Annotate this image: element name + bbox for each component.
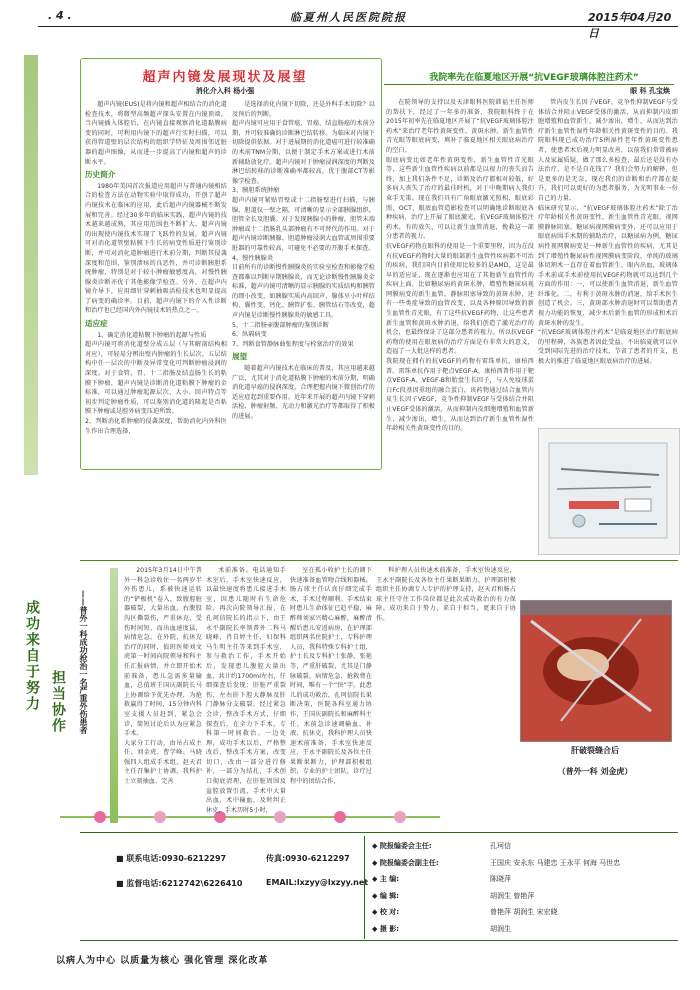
article3-col2-text: 术前准备。电话通知手术室后，手术室快速反应，以最快速度将患儿接进手术室，因患儿随时有生命危险，再次向院领导汇报，在孔珂信院长的指示下，由王永平副院长率领普外二科马晓峰，肖自婷主任，妇保科马生明主任等来到手术室，参与救治工作，手术开始后，发现患儿腹腔大量出血，共计约1700ml左右，仔细探查后发现：肝脏严重裂伤，左右肝下腔大静脉及肝门静脉分支破裂，经过紧急会诊，整改手术方式，仔细探查后，在全力下手术，专科第一时间救治、一边处理，成功手术以后，严格整改后，整改手术方案，改变切口，改由一部分进行修补，一部分为结扎，手术创口彻底清理，在肝脏周围及盆腔放置引流，手术中大量出血，术中输血，及时纠正休克，手术历时5小时，: [206, 567, 286, 814]
article1-title: 超声内镜发展现状及展望: [142, 70, 308, 85]
section-divider: [80, 560, 678, 561]
masthead-row: ◆ 校 对: 曾艳萍 胡润生 宋宏晓: [372, 908, 558, 916]
article1-col1: [85, 100, 227, 465]
article2-col2-text: 管内皮生长因子VEGF，竞争性抑制VEGF与受体结合并阻止VEGF受体的激活，从而抑制内皮细胞增殖和血管新生，减少渗出，增生，从而达到治疗新生血管性湿性年龄相关性黄斑变性的目的。我院眼科现已成功治疗5例湿性老年性黄斑变性患者，使患者术后视力明显改善，以前我们常常被病人及家属质疑，做了那么多检查，最后还是没有办法治疗，是不是自花钱了？我们会努力的解释，但是更多的是无奈，现在我们的诊断和治疗都在提升，我们可以更好的为患者服务，为光明事业一份自己的力量。 临床研究显示，“抗VEGF玻璃体腔注药术”除了治疗年龄相关性黄斑变性、新生血管性青光眼、视网膜静脉阻塞、糖尿病视网膜病变外，还可以应用于眼底病围手术期的辅助治疗，以糖尿病为例，糖尿病性视网膜病变是一种新生血管性的疾病，尤其是到了增殖性糖尿病性视网膜病变阶段，单纯的玻璃体切割术一直存在着血管新生、眼内出血，玻璃体手术前或手术前使用抗VEGF药物就可以达到几个方面的作用：一，可以使新生血管消退，新生血管纤维化。二，有利于黄斑水肿的消退，给手术医生创造了机会。三，黄斑部水肿消退时可以帮助患者视力功能的恢复，减少术后新生血管的形成和术后黄斑水肿的发生。 “抗VEGF玻璃体腔注药术”是临夏地区治疗眼底病的里程碑，各族患者因此受益，不出临夏就可以享受到国际先进的治疗技术，节省了患者的开支，也极大的推进了临夏地区眼底病治疗的进展。: [538, 99, 678, 366]
surgery-photo: [520, 600, 672, 742]
footer-vertical-rule: [364, 836, 365, 939]
article3-col4: [376, 566, 516, 681]
bullet-diamond-icon: ■: [116, 879, 127, 888]
article1-apps: 1、确定消化道粘膜下肿瘤的起源与性质 超声内镜可将消化道壁分成五层（与其解剖结构相对应），可轻易分辨出壁内肿瘤的生长层次，五层结构中任一层次的中断及异常变化可判断肿瘤浸润的深度。对于食管、胃、十二指肠及结直肠生长的粘膜下肿瘤，超声内镜是诊断消化道粘膜下肿瘤的金标准，可以通过肿瘤起源层次、大小、回声特点等初步判定肿瘤性质，可以鉴别消化道的隆起是否粘膜下肿瘤或是腔外病变压迫所致。 2、判断消化系肿瘤的侵袭深度，帮助消化内外科医生作出合理选择，: [85, 331, 227, 435]
masthead-row: ◆ 院报编委会副主任: 王国庆 安永东 马建忠 王永平 何海 马世忠: [372, 858, 621, 867]
article2-title: 我院率先在临夏地区开展“抗VEGF玻璃体腔注药术”: [429, 73, 639, 83]
article2-col2: [538, 98, 678, 418]
article2-byline: 眼 科 孔宝焕: [630, 87, 670, 95]
article1-col2-text: 是选择消化内镜下切除，还是外科手术切除？以及预后的判断。 超声内镜可应用于食管癌、胃癌、结直肠癌的术前分期，并可较准确的诊断淋巴结转移。为临床对内镜下切除提供依据。对于进展期的消化道癌可进行较准确的术前TNM分期，以便于制定手术方案或进行术前新辅助放化疗。超声内镜对于肿瘤浸润深度的判断及淋巴结转移的诊断准确率都较高，优于腹部CT等影像学检查。 3、胰胆系统肿瘤 超声内镜可紧贴胃壁或十二指肠壁进行扫描，与胰腺、胆道仅一壁之隔，可清晰的显示全部胰腺组织、胆管全长及胆囊。对于发现胰腺小的肿瘤，胆管末端肿瘤或十二指肠乳头部肿瘤有不可替代的作用。对于超声内镜诊断胰腺、胆道肿瘤浸润大血管或周围重要脏器的可靠性较高，可避免不必要的开腹手术探查。 4、慢性胰腺炎 目前所有的诊断慢性胰腺炎的实验室检查和影像学检查都难以判断早期胰腺炎，而无论诊断慢性胰腺炎金标准，超声内镜可清晰的显示胰腺的实质结构和胰管的细小改变，如胰腺实质内高回声、腺体呈小叶样结构、囊性变、钙化、胰管扩张、胰管结石等改变，超声内镜是诊断慢性胰腺炎的敏感工具。 5、十二指肠壶腹部肿瘤的鉴别诊断 6、纵隔病变 7、判断食管静脉曲张程度与栓塞治疗的效果: [232, 101, 375, 348]
article1-left-decoration: [24, 55, 38, 475]
article3-subtitle: ——普外一科成功抢治一名严重外伤患者: [79, 590, 88, 734]
bullet-diamond-icon: ■: [116, 854, 127, 863]
masthead-row: ◆ 主 编: 陈晓萍: [372, 875, 511, 883]
photo-caption: 肝破裂缝合后: [571, 746, 619, 755]
photo-byline: （普外一科 刘金虎）: [557, 767, 633, 776]
contact-monitor: ■ 监督电话:6212742\6226410: [116, 879, 243, 888]
history-heading: 历史简介: [85, 170, 116, 180]
article3-title-2: 担当协作: [50, 670, 66, 734]
masthead-row: ◆ 摄 影: 胡润生: [372, 924, 511, 933]
masthead-row: ◆ 编 辑: 胡润生 曾艳萍: [372, 891, 535, 900]
paper-name: 临夏州人民医院院报: [290, 11, 407, 24]
contact-fax: 传真:0930-6212297: [266, 854, 350, 863]
article2-col1-text: 在院领导的支持以及天津眼科医院韩福主任医师的帮扶下，经过了一年多的准备，我院眼科终于在2015年初率先在临夏地区开展了“抗VEGF玻璃体腔注药术”来治疗老年性黄斑变性、黄斑水肿、新生血管性青光眼等眼底病变，填补了临夏地区相关眼底病治疗的空白。 眼底病变比如老年性黄斑变性，新生血管性青光眼等，这些新生血管性疾病以前都是以视力的丧失而告终，加上我们条件不足，诊断及治疗都相对较低，好多病人丧失了治疗的最佳时机，对于中晚期病人我们束手无策。现在我们具有广角眼底激光照相，眼底彩照，OCT，眼底血管造影检查可以明确地诊断眼底各种疾病，治疗上开展了眼底激光，抗VEGF玻璃体腔注药术，有的放矢，可以让新生血管消退，挽救这一部分患者的视力。 抗VEGF药物在眼科的使用是一个重要里程，因为在没有抗VEGF药物时大量的眼部新生血管性疾病都不可治的疾病，我们国内目前使用比较多的是AMD，这是最早的适应证，现在逐渐也应用在了其他新生血管性的疾病上面，比如糖尿病的黄斑水肿，增殖性糖尿病视网膜病变的新生血管，静脉阻塞导致的黄斑水肿，还有一些类症导致的血管改变，以及各种原因导致的新生血管性青光眼，有了这些抗VEGF药物，让这些患者新生血管和黄斑水肿消退，给我们创造了激光治疗的机会，也最终保证了这部分患者的视力。所以抗VEGF药物的使用在眼底病的治疗方面是有非常大的意义，造福了一大批这样的患者。 我院现在拥有的抗VEGF的药物有雷珠单抗，康柏西普。雷珠单抗作用于靶点VEGF-A，康柏西普作用于靶点VEGF-A、VEGF-B和胎盘生长因子，与人免疫球蛋白Fc段基因重组的融合蛋白，该药物通过结合血管内皮生长因子VEGF，竞争性抑制VEGF与受体结合并阻止VEGF受体的激活，从而抑制内皮细胞增殖和血管新生，减少渗出，增生，从而达到治疗新生血管性湿性年龄相关性黄斑变性的目的。: [386, 99, 534, 433]
article2-title-rule: [384, 84, 674, 85]
apps-heading: 适应症: [85, 319, 108, 329]
masthead: [372, 838, 678, 937]
article1-history: 1980年美国首次报道应用超声与普通内镜相结合的检查方法在动物实验中取得成功，开创了超声内镜技术在临床的应用，此后超声内镜器械不断发展和完善。经过30多年的临床实践，超声内镜的技术越来越成熟，其应用范围也不断扩大。超声内镜的出现使内镜技术实现了飞跃性的发展。超声内镜可对消化道管壁粘膜下生长的病变性质进行鉴别诊断，并可对消化道肿瘤进行术前分期，判断其侵袭深度和范围，鉴别溃疡的良恶性，并可诊断胰胆系统肿瘤，特别是对于较小肿瘤敏感度高，对慢性胰腺炎诊断亦优于其他影像学检查。另外，在超声内镜介导下，应用细针穿刺抽吸活检技术也明显提高了病变的确诊率。目前，超声内镜下的介入性诊断和治疗也已经国内外内镜技术的热点之一。: [85, 182, 227, 315]
article3-col3-text: 室在孤小收护士长的调下快速准备血管吻合线和器械。肠占球主任认真仔细完成手术，手术过程顺利。手术结束时患儿生命体征已趋平稳，麻醉师刘家兴精心麻醉，麻醉清醒后患儿安返病房，在护理部组织两名住院护士，专科护理人员，我科特殊专科护士组，护士长及专科护士张静、张艳等，严重肝破裂，尤其是门静脉破裂，病情危急，抢救费在时间，唯有一个“快”字。此患儿的成功救治，孔珂信院长果断决策，医院各科室通力协作，王国庆副院长和麻醉科主任，术前急诊速调输血、补液、抗休克，我科护理人员快速术前准备，手术室快速反应，王永平副院长及各位主任果断果断力，护理部积极组织，专业的护士团队，诊疗过程中的团结合作，: [290, 567, 372, 786]
page-header: [38, 8, 678, 40]
article3-title-1: 成功来自于努力: [24, 600, 40, 712]
article2-col1: [386, 98, 534, 558]
article1-col2: [232, 100, 375, 465]
article3-col1: [124, 566, 202, 806]
contact-email: EMAIL:lxzyy@lxzyy.net: [266, 878, 369, 887]
page-number: . 4 .: [48, 9, 72, 22]
article1-byline: 消化介入科 杨小强: [195, 87, 255, 95]
article1-intro: 超声内镜(EUS)是将内镜和超声相结合的消化道检查技术，将微型高频超声探头安置在内镜顶端，当内镜插入体腔后，在内镜直接观察消化道黏膜病变的同时，可利用内镜下的超声行实时扫描，可以获得管道壁的层次结构的组织学特征及周围邻近脏器的超声图像，从而进一步提高了内镜和超声的诊断水平。: [85, 101, 227, 166]
flower-stem-decoration: [110, 568, 118, 823]
article3-col3: [290, 566, 372, 806]
contact-phone: ■ 联系电话:0930-6212297: [116, 854, 227, 863]
footer-rule-top: [80, 832, 678, 833]
slogan: 以病人为中心 以质量为核心 强化管理 深化改革: [56, 956, 269, 966]
outlook-heading: 展望: [232, 352, 248, 362]
article3-col2: [206, 566, 286, 814]
masthead-row: ◆ 院报编委会主任: 孔珂信: [372, 842, 511, 850]
article3-col1-text: 2015年3月14日中午普外一科急诊收住一名两岁半外伤患儿，系被快速运转的“铲极机”卷入，致腹腔脏器破裂，大量出血，右腹股沟区撕裂伤，严重休克，受伤时间短，而出血速度猛，病情危急。在外院，抗休克治疗的同时，值班医师刘文虎第一时间向院领导和科主任汇报病情，并立即开始术前准备，患儿急需多量输血，总值班王国庆副院长马上协调给予优先办理，为抢救赢得了时间，15分钟内科室支援人员赶到，紧急会诊，简短讨论后认为应紧急手术。 大家分工行动，由吊占成主任、刘金虎、曹学峰、马晓强四人组成手术组，赵天君主任召集护士协调，我科护士立刻抽血、完善: [124, 567, 202, 786]
article3-col4-text: 科护理人员快速术前准备，手术室快速反应，王永平副院长及各位主任果断果断力，护理部积极组织主任协调专人专护的护理支持，赵天君和肠占球主任守住工作岗位都是此次成功救治的有力保障。成功来自于努力，来自于担当，更来自于协作。: [376, 567, 516, 622]
footer-rule-bottom: [80, 940, 678, 941]
instrument-tray-icon: [539, 429, 679, 554]
article2-photo: [538, 428, 680, 555]
issue-date: 2015年04月20日: [588, 11, 672, 40]
article1-outlook: 随着超声内镜技术在临床的普及，其应用越来越广泛，尤其对于消化道粘膜下肿瘤的术前分期，明确消化道早癌的侵润深度，合理把握内镜下微创治疗的适应症起到重要作用。近年来开展的超声内镜下穿刺活检、肿瘤射频、光动力和激光治疗等都取得了积极的进展。: [232, 365, 375, 420]
article3-title-block: [18, 580, 118, 810]
